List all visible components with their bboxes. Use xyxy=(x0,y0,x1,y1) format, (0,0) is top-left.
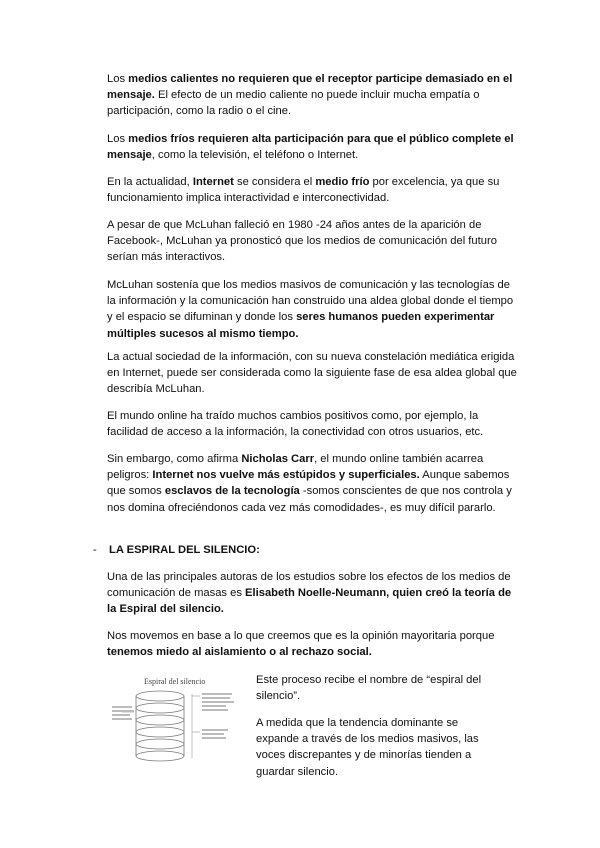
paragraph-nicholas-carr: Sin embargo, como afirma Nicholas Carr, el mundo online también acarrea peligros: Internet nos vuelve más estúpidos y superficiales. Aunque sabemos que somos esclavos de la tecnología -somos conscientes de que nos controla y nos domina ofreciéndonos cada vez más comodidades-, es muy difícil pararlo. xyxy=(107,453,512,514)
section-heading-text: LA ESPIRAL DEL SILENCIO: xyxy=(109,544,260,556)
paragraph-miedo-aislamiento: Nos movemos en base a lo que creemos que es la opinión mayoritaria porque tenemos miedo al aislamiento o al rechazo social. xyxy=(107,630,495,659)
section-heading-espiral xyxy=(93,542,493,558)
paragraph-medios-calientes: Los medios calientes no requieren que el receptor participe demasiado en el mensaje. El efecto de un medio caliente no puede incluir mucha empatía o participación, como la radio o el cine. xyxy=(107,73,513,118)
paragraph-medios-frios: Los medios fríos requieren alta participación para que el público complete el mensaje, como la televisión, el teléfono o Internet. xyxy=(107,133,514,162)
spiral-rings xyxy=(136,691,184,761)
spiral-of-silence-figure xyxy=(108,666,248,776)
figure-arrows xyxy=(122,694,200,758)
paragraph-aldea-global: McLuhan sostenía que los medios masivos de comunicación y las tecnologías de la información y la comunicación han construido una aldea global donde el tiempo y el espacio se difuminan y donde los seres humanos pueden experimentar múltiples sucesos al mismo tiempo. xyxy=(107,279,514,340)
paragraph-mcluhan-pronostico: A pesar de que McLuhan falleció en 1980 -24 años antes de la aparición de Facebook-, McLuhan ya pronosticó que los medios de comunicación del futuro serían más interactivos. xyxy=(107,219,497,264)
paragraph-proceso-espiral: Este proceso recibe el nombre de “espiral del silencio”. xyxy=(256,674,482,703)
paragraph-sociedad-informacion: La actual sociedad de la información, con su nueva constelación mediática erigida en Internet, puede ser considerada como la siguiente fase de esa aldea global que describía McLuhan. xyxy=(107,351,517,396)
paragraph-noelle-neumann: Una de las principales autoras de los estudios sobre los efectos de los medios de comunicación de masas es Elisabeth Noelle-Neumann, quien creó la teoría de la Espiral del silencio. xyxy=(107,571,512,616)
spiral-diagram xyxy=(108,666,248,776)
figure-title: Espiral del silencio xyxy=(144,677,206,686)
list-bullet: - xyxy=(93,544,97,556)
paragraph-mundo-online: El mundo online ha traído muchos cambios positivos como, por ejemplo, la facilidad de acceso a la información, la conectividad con otros usuarios, etc. xyxy=(107,410,484,439)
paragraph-internet-medio-frio: En la actualidad, Internet se considera el medio frío por excelencia, ya que su funcionamiento implica interactividad e interconectividad. xyxy=(107,176,500,205)
paragraph-tendencia-dominante: A medida que la tendencia dominante se expande a través de los medios masivos, las voces discrepantes y de minorías tienden a guardar silencio. xyxy=(256,717,479,778)
